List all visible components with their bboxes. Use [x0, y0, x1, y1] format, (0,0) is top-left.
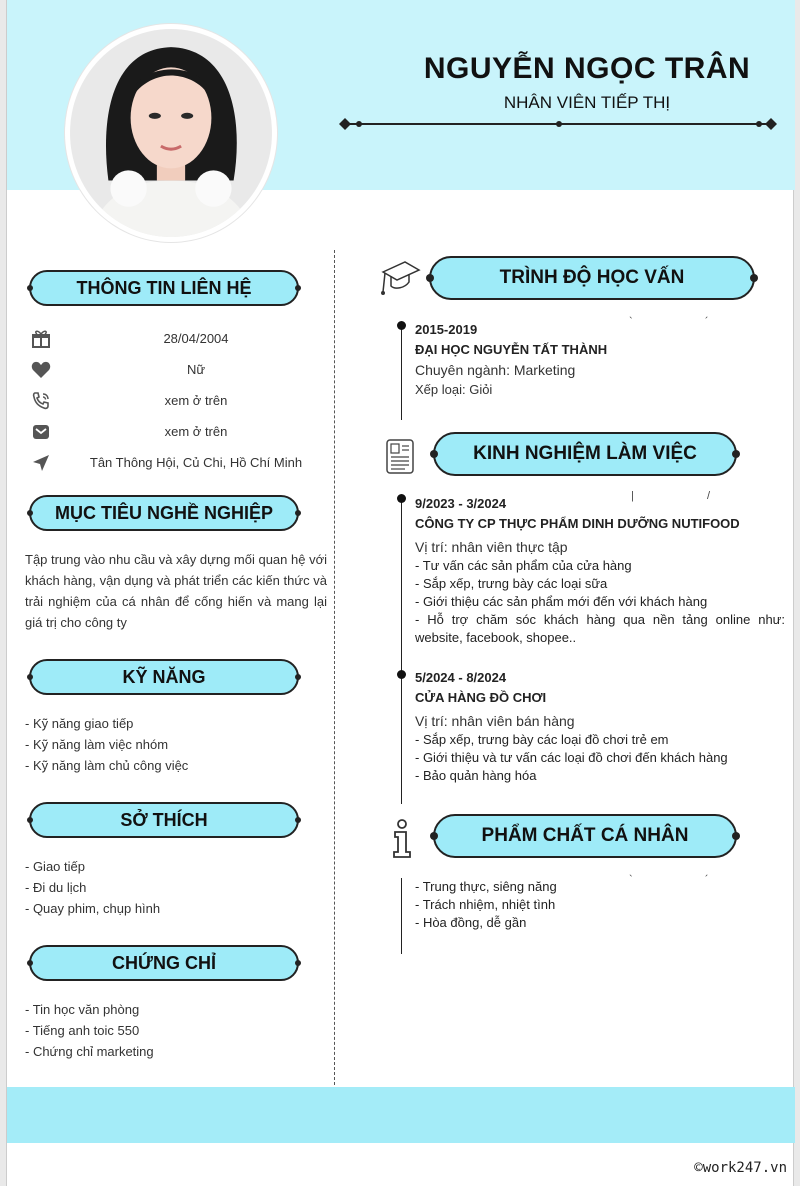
- graduation-cap-icon: [379, 258, 423, 298]
- decorative-tick: `: [629, 874, 633, 886]
- heart-icon: [31, 360, 51, 380]
- qualities-timeline: [401, 878, 402, 954]
- qualities-heading: PHẨM CHẤT CÁ NHÂN: [433, 814, 737, 858]
- resume-document-icon: [385, 438, 417, 476]
- job-duty: - Giới thiệu các sản phẩm mới đến với khách hàng: [415, 594, 708, 609]
- timeline-dot: [397, 670, 406, 679]
- education-date: 2015-2019: [415, 322, 478, 337]
- list-item: - Quay phim, chụp hình: [25, 901, 161, 916]
- job-title: NHÂN VIÊN TIẾP THỊ: [503, 93, 671, 112]
- address-value: Tân Thông Hội, Củ Chi, Hồ Chí Minh: [89, 455, 303, 470]
- experience-heading: KINH NGHIỆM LÀM VIỆC: [433, 432, 737, 476]
- header-ornament: [339, 112, 789, 136]
- job-company: CÔNG TY CP THỰC PHẨM DINH DƯỠNG NUTIFOOD: [415, 516, 740, 531]
- list-item: - Kỹ năng giao tiếp: [25, 716, 134, 731]
- list-item: - Hòa đồng, dễ gần: [415, 915, 527, 930]
- qualities-list: [415, 878, 785, 932]
- contact-phone-row: [31, 390, 331, 412]
- decorative-tick: /: [707, 490, 711, 502]
- certificates-heading: CHỨNG CHỈ: [29, 945, 299, 981]
- timeline-dot: [397, 494, 406, 503]
- job-duty: - Sắp xếp, trưng bày các loại đồ chơi trẻ em: [415, 732, 669, 747]
- candidate-name: NGUYỄN NGỌC TRÂN: [423, 52, 751, 85]
- gender-value: Nữ: [186, 362, 206, 377]
- list-item: - Kỹ năng làm chủ công việc: [25, 758, 189, 773]
- certificates-list: [25, 999, 325, 1062]
- experience-timeline: [401, 498, 402, 804]
- decorative-tick: `: [629, 316, 633, 328]
- contact-email-row: [31, 421, 331, 443]
- job-date: 5/2024 - 8/2024: [415, 670, 507, 685]
- education-major: Chuyên ngành: Marketing: [415, 362, 576, 378]
- list-item: - Trung thực, siêng năng: [415, 879, 557, 894]
- gift-icon: [31, 329, 51, 349]
- decorative-tick: ´: [705, 874, 709, 886]
- birthday-value: 28/04/2004: [163, 331, 229, 346]
- education-school: ĐẠI HỌC NGUYỄN TẤT THÀNH: [415, 342, 608, 357]
- footer-band: [7, 1087, 795, 1143]
- timeline-dot: [397, 321, 406, 330]
- avatar: [65, 24, 277, 242]
- list-item: - Tiếng anh toic 550: [25, 1023, 140, 1038]
- watermark-credit: ©work247.vn: [694, 1160, 787, 1176]
- job-duty: - Giới thiệu và tư vấn các loại đồ chơi đến khách hàng: [415, 750, 728, 765]
- job-duty: - Hỗ trợ chăm sóc khách hàng qua nền tảng online như: website, facebook, shopee..: [415, 612, 785, 645]
- column-divider: [334, 250, 335, 1085]
- job-duty: - Tư vấn các sản phẩm của cửa hàng: [415, 558, 632, 573]
- job-duty: - Sắp xếp, trưng bày các loại sữa: [415, 576, 608, 591]
- hobbies-heading: SỞ THÍCH: [29, 802, 299, 838]
- objective-text: Tập trung vào nhu cầu và xây dựng mối quan hệ với khách hàng, vận dụng và phát triển các kiến thức và trải nghiệm của cá nhân để cống hiến và mang lại giá trị cho công ty: [25, 552, 327, 630]
- list-item: - Tin học văn phòng: [25, 1002, 140, 1017]
- list-item: - Đi du lịch: [25, 880, 87, 895]
- hobbies-list: [25, 856, 325, 919]
- job-company: CỬA HÀNG ĐỒ CHƠI: [415, 690, 547, 705]
- job-date: 9/2023 - 3/2024: [415, 496, 507, 511]
- objective-heading: MỤC TIÊU NGHỀ NGHIỆP: [29, 495, 299, 531]
- list-item: - Trách nhiệm, nhiệt tình: [415, 897, 556, 912]
- education-entry: [415, 320, 785, 400]
- job-position: Vị trí: nhân viên bán hàng: [415, 713, 575, 729]
- skills-list: [25, 713, 325, 776]
- info-icon: [391, 818, 415, 860]
- job-duty: - Bảo quản hàng hóa: [415, 768, 537, 783]
- decorative-tick: ´: [705, 316, 709, 328]
- location-arrow-icon: [31, 453, 51, 473]
- list-item: - Chứng chỉ marketing: [25, 1044, 154, 1059]
- experience-entry-1: [415, 494, 785, 647]
- decorative-tick: |: [631, 490, 634, 502]
- contact-gender-row: [31, 359, 331, 381]
- skills-heading: KỸ NĂNG: [29, 659, 299, 695]
- education-heading: TRÌNH ĐỘ HỌC VẤN: [429, 256, 755, 300]
- contact-address-row: [31, 452, 331, 474]
- cv-page: [6, 0, 794, 1186]
- contact-heading: THÔNG TIN LIÊN HỆ: [29, 270, 299, 306]
- job-position: Vị trí: nhân viên thực tập: [415, 539, 568, 555]
- list-item: - Kỹ năng làm việc nhóm: [25, 737, 169, 752]
- email-value: xem ở trên: [164, 424, 228, 439]
- contact-birthday-row: [31, 328, 331, 350]
- mail-icon: [31, 422, 51, 442]
- phone-value: xem ở trên: [164, 393, 228, 408]
- list-item: - Giao tiếp: [25, 859, 85, 874]
- experience-entry-2: [415, 668, 785, 785]
- phone-icon: [31, 391, 51, 411]
- education-timeline: [401, 325, 402, 420]
- education-grade: Xếp loại: Giỏi: [415, 382, 493, 397]
